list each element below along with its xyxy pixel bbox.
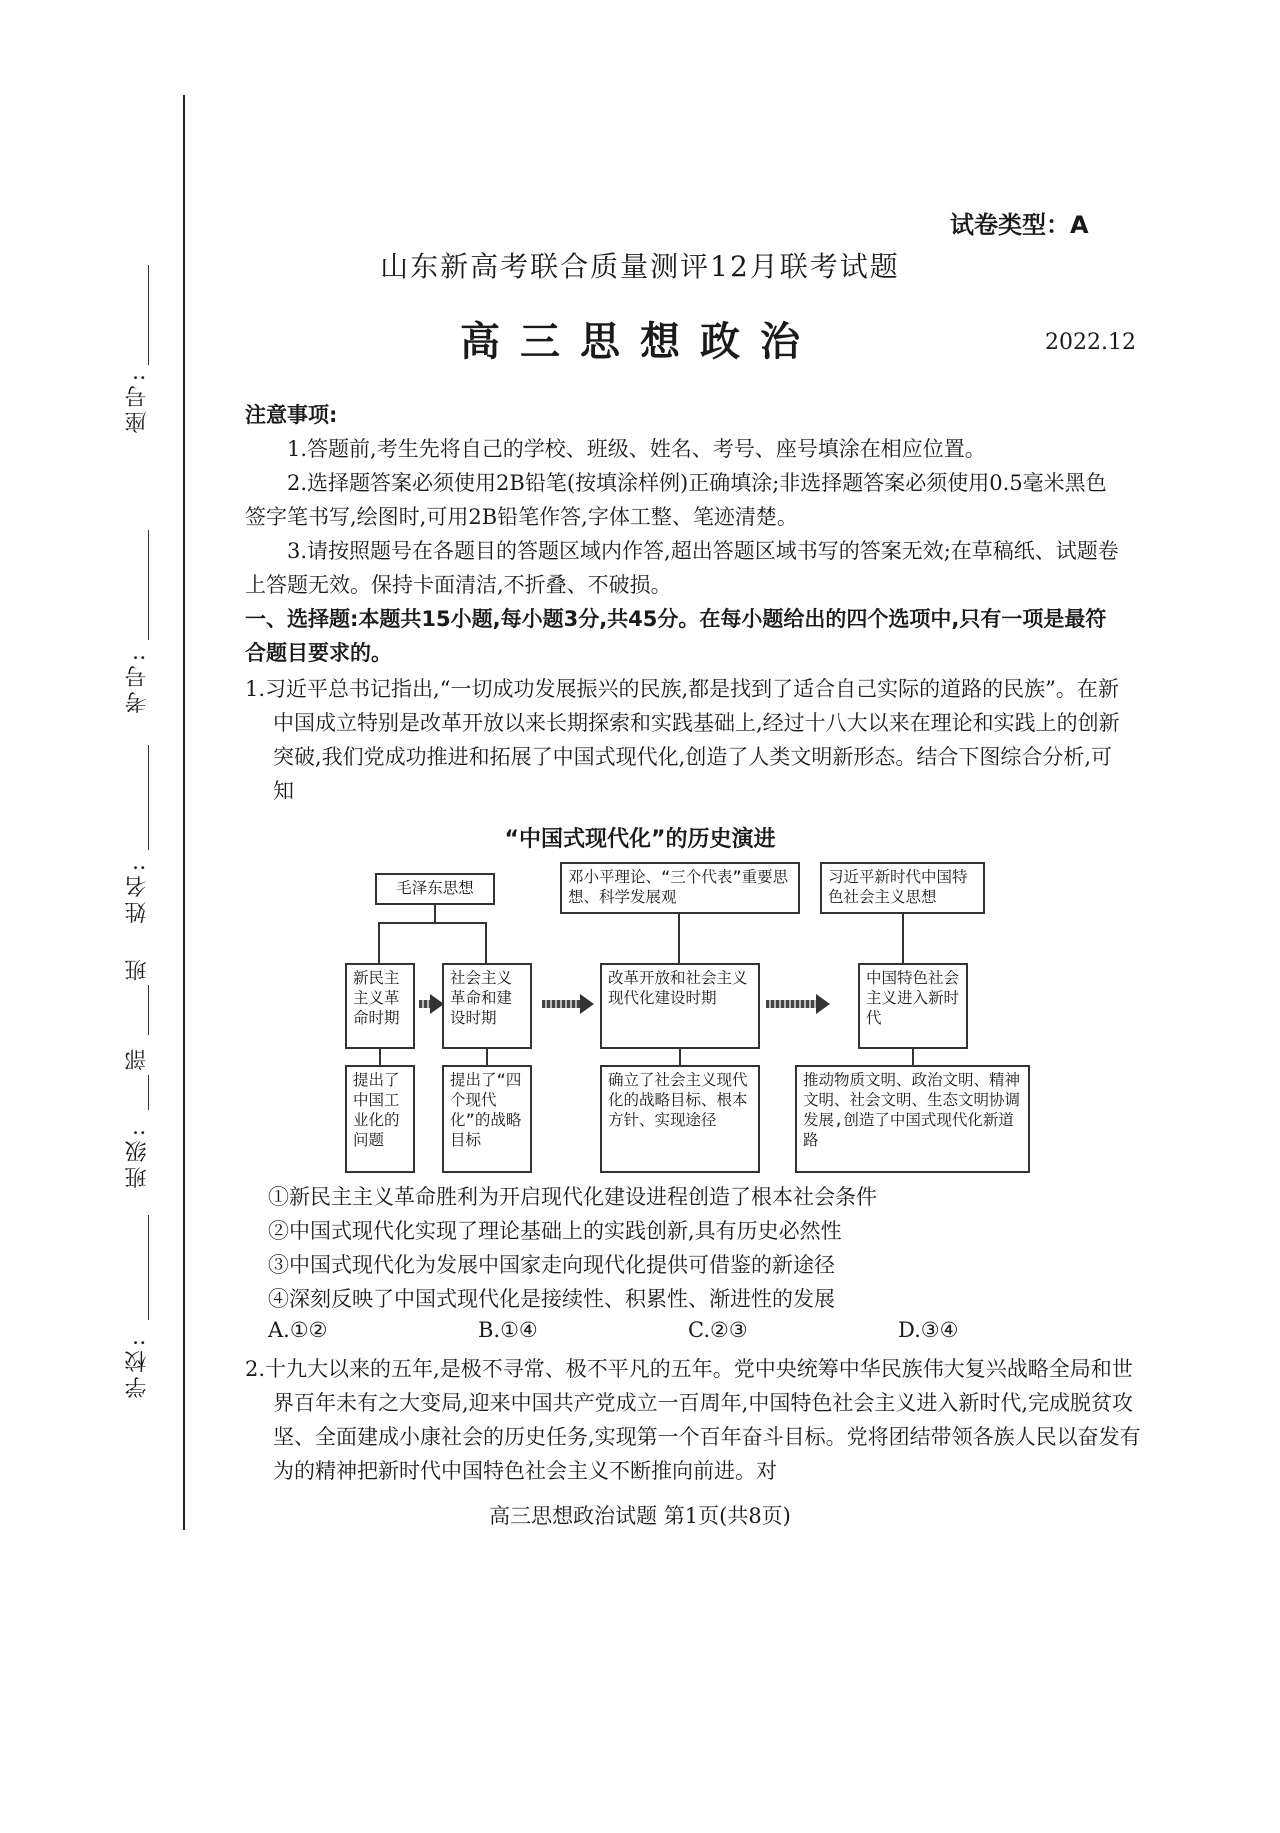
period-box-3: 改革开放和社会主义现代化建设时期: [600, 963, 760, 1049]
result-box-2: 提出了“四个现代化”的战略目标: [442, 1065, 532, 1173]
paper-type: 试卷类型：A: [950, 211, 1089, 239]
period-box-4: 中国特色社会主义进入新时代: [858, 963, 968, 1049]
statement-2: ②中国式现代化实现了理论基础上的实践创新,具有历史必然性: [268, 1219, 842, 1243]
q1-stem: 1.习近平总书记指出,“一切成功发展振兴的民族,都是找到了适合自己实际的道路的民族”。在新中国成立特别是改革开放以来长期探索和实践基础上,经过十八大以来在理论和实践上的创新突破,我们党成功推进和拓展了中国式现代化,创造了人类文明新形态。结合下图综合分析,可知: [245, 677, 1120, 803]
result-box-3: 确立了社会主义现代化的战略目标、根本方针、实现途径: [600, 1065, 760, 1173]
connector: [379, 1049, 381, 1065]
statement-1: ①新民主主义革命胜利为开启现代化建设进程创造了根本社会条件: [268, 1185, 877, 1209]
section1-heading: 一、选择题:本题共15小题,每小题3分,共45分。在每小题给出的四个选项中,只有一项是最符合题目要求的。: [245, 607, 1107, 665]
grade-blank[interactable]: [148, 1215, 149, 1320]
notice-item-3: 3.请按照题号在各题目的答题区域内作答,超出答题区域书写的答案无效;在草稿纸、试题卷上答题无效。保持卡面清洁,不折叠、不破损。: [245, 539, 1119, 597]
dept-label: 部: [125, 1045, 150, 1071]
result-box-4: 推动物质文明、政治文明、精神文明、社会文明、生态文明协调发展,创造了中国式现代化新道路: [795, 1065, 1030, 1173]
subject-title: 高三思想政治: [460, 319, 820, 365]
period-box-2: 社会主义革命和建设时期: [442, 963, 532, 1049]
notice: [245, 398, 1125, 808]
theory-box-xi: 习近平新时代中国特色社会主义思想: [820, 862, 985, 914]
exam-number-label: 考号:: [125, 650, 150, 714]
option-b[interactable]: B.①④: [478, 1318, 538, 1342]
q2-stem: 2.十九大以来的五年,是极不寻常、极不平凡的五年。党中央统筹中华民族伟大复兴战略全局和世界百年未有之大变局,迎来中国共产党成立一百周年,中国特色社会主义进入新时代,完成脱贫攻坚、全面建成小康社会的历史任务,实现第一个百年奋斗目标。党将团结带领各族人民以奋发有为的精神把新时代中国特色社会主义不断推向前进。对: [245, 1357, 1141, 1483]
q1-statements: [268, 1180, 1128, 1316]
notice-title: 注意事项:: [245, 403, 338, 427]
school-label: 学校:: [125, 1335, 150, 1399]
connector: [378, 922, 380, 964]
connector: [902, 914, 904, 964]
connector: [378, 922, 486, 924]
diagram-title: “中国式现代化”的历史演进: [504, 827, 776, 852]
class-blank[interactable]: [148, 985, 149, 1035]
option-c[interactable]: C.②③: [688, 1318, 748, 1342]
option-a[interactable]: A.①②: [268, 1318, 328, 1342]
seat-label: 座号:: [125, 370, 150, 434]
arrow-shaft: [766, 1000, 818, 1008]
theory-box-mao: 毛泽东思想: [375, 873, 495, 905]
connector: [486, 1049, 488, 1065]
dept-blank[interactable]: [148, 1075, 149, 1110]
name-label: 姓名:: [125, 860, 150, 924]
theory-box-deng: 邓小平理论、“三个代表”重要思想、科学发展观: [560, 862, 800, 914]
option-d[interactable]: D.③④: [898, 1318, 959, 1342]
statement-4: ④深刻反映了中国式现代化是接续性、积累性、渐进性的发展: [268, 1287, 835, 1311]
connector: [678, 914, 680, 964]
arrow-right-icon: [580, 994, 594, 1014]
page-footer: 高三思想政治试题 第1页(共8页): [489, 1504, 791, 1528]
arrow-shaft: [542, 1000, 582, 1008]
notice-item-1: 1.答题前,考生先将自己的学校、班级、姓名、考号、座号填涂在相应位置。: [287, 437, 986, 461]
connector: [434, 905, 436, 923]
connector: [485, 922, 487, 964]
result-box-1: 提出了中国工业化的问题: [345, 1065, 415, 1173]
exam-title: 山东新高考联合质量测评12月联考试题: [380, 250, 900, 283]
period-box-1: 新民主主义革命时期: [345, 963, 415, 1049]
connector: [679, 1049, 681, 1065]
connector: [912, 1049, 914, 1065]
arrow-right-icon: [816, 994, 830, 1014]
notice-item-2: 2.选择题答案必须使用2B铅笔(按填涂样例)正确填涂;非选择题答案必须使用0.5毫米黑色签字笔书写,绘图时,可用2B铅笔作答,字体工整、笔迹清楚。: [245, 471, 1107, 529]
grade-label: 班级:: [125, 1125, 150, 1189]
exam-date: 2022.12: [1045, 330, 1136, 355]
class-label: 班: [125, 955, 150, 981]
exam-number-blank[interactable]: [148, 530, 149, 640]
statement-3: ③中国式现代化为发展中国家走向现代化提供可借鉴的新途径: [268, 1253, 835, 1277]
arrow-right-icon: [430, 994, 444, 1014]
